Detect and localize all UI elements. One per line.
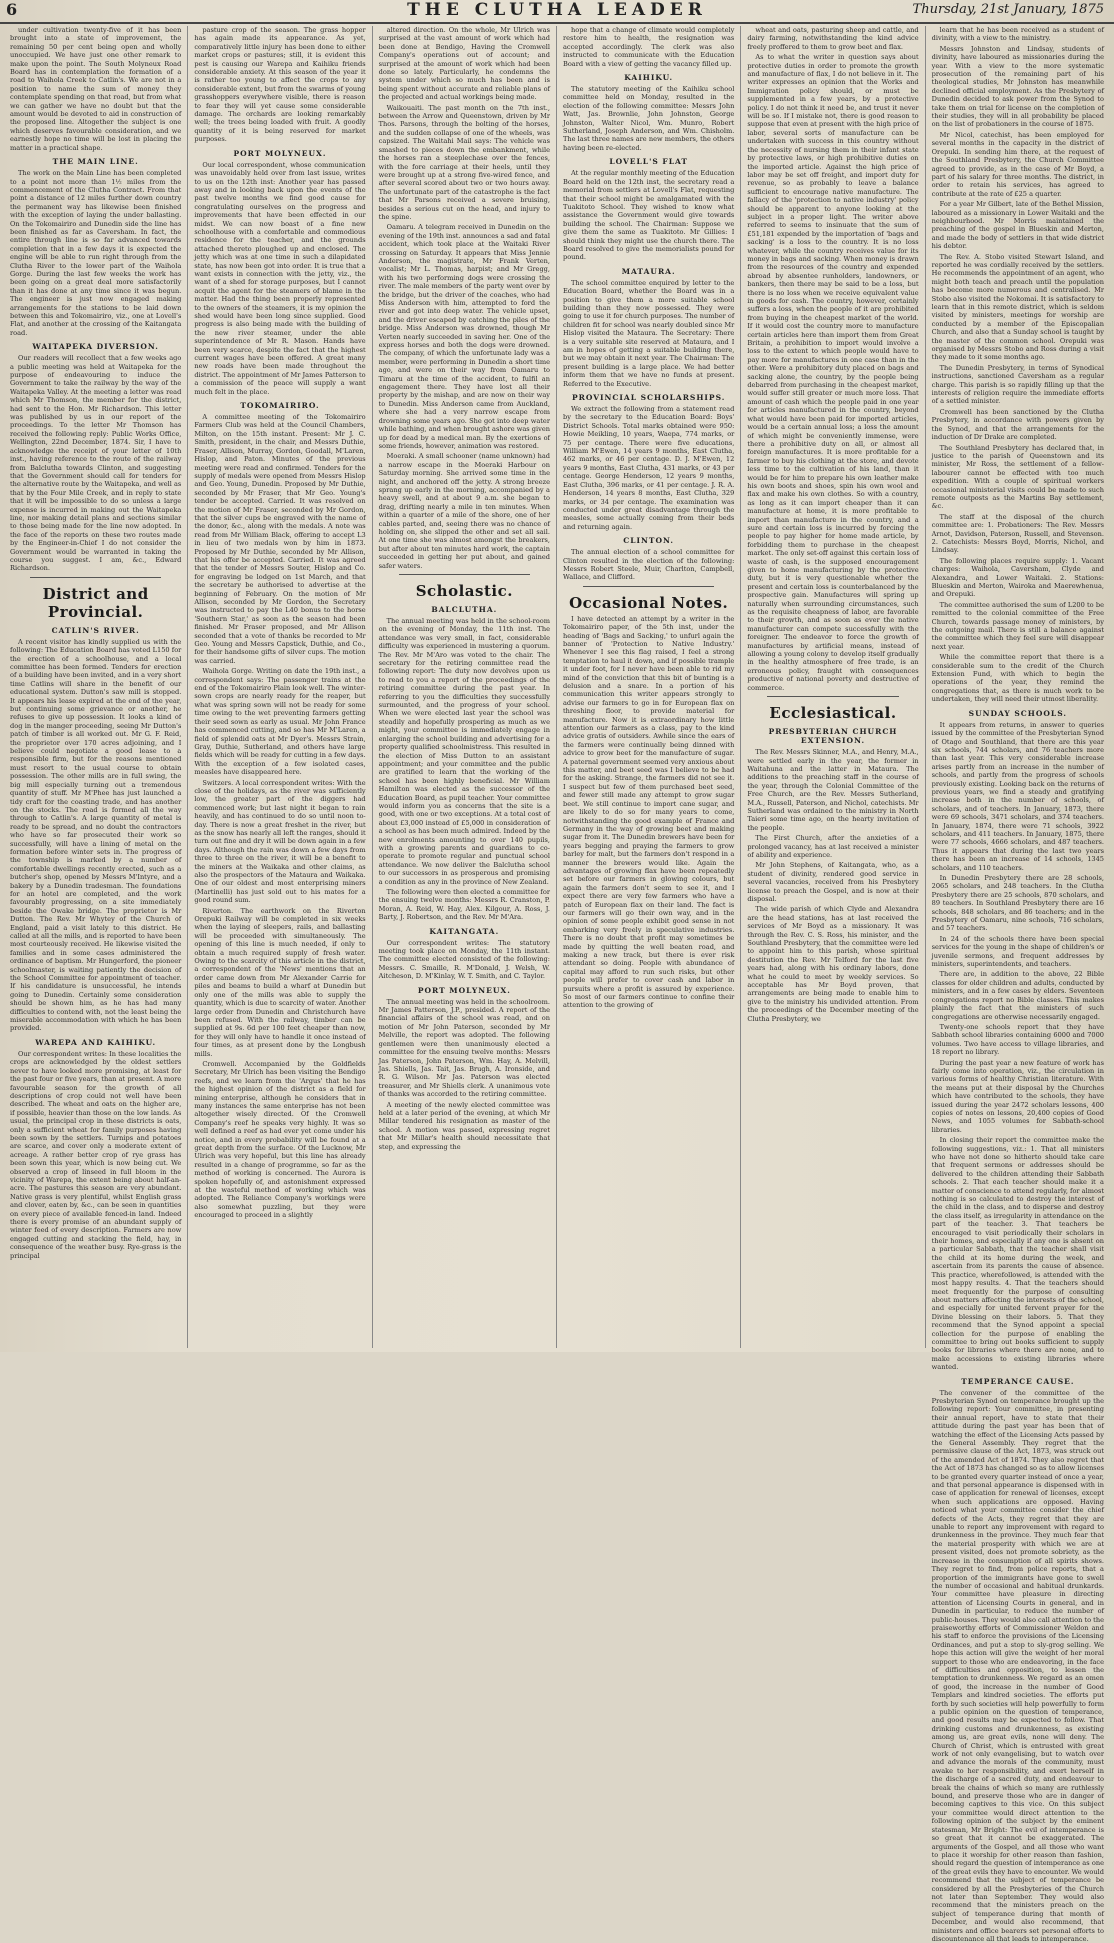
article-paragraph: Oamaru. A telegram received in Dunedin on the evening of the 19th inst. announces a sad and fatal accident, which took place at the Waitaki River crossing on Saturday. It appears that Miss Jennie Anderson, the magistrate, Mr Frank Verten, vocalist; Mr L. Thomas, harpist; and Mr Gregg, with his two performing dogs were crossing the river. The male members of the party went over by the bridge, but the driver of the coaches, who had Miss Anderson with him, attempted to ford the river and got into deep water. The vehicle upset, and the driver escaped by catching the piles of the bridge. Miss Anderson was drowned, though Mr Verten nearly succeeded in saving her. One of the express horses and both the dogs were drowned. The company, of which the unfortunate lady was a member, were performing in Dunedin a short time ago, and were on their way from Oamaru to Timaru at the time of the accident, to fulfil an engagement there. They have lost all their property by the mishap, and are now on their way to Dunedin. Miss Anderson came from Auckland, where she had a very narrow escape from drowning some years ago. She got into deep water while bathing, and when brought ashore was given up for dead by a medical man. By the exertions of some friends, however, animation was restored. xyxy=(378,223,550,450)
article-paragraph: The annual election of a school committee for Clinton resulted in the election of the following: Messrs Robert Steele, Muir, Charlton, Campbell, Wallace, and Clifford. xyxy=(562,548,735,582)
article-paragraph: The staff at the disposal of the church committee are: 1. Probationers: The Rev. Messrs Arnot, Davidson, Paterson, Russell, and Stevenson. 2. Catechists: Messrs Boyd, Morris, Nichol, and Lindsay. xyxy=(931,512,1104,555)
article-paragraph: Cromwell has been sanctioned by the Clutha Presbytery, in accordance with powers given by the Synod, and that the arrangements for the induction of Dr Drake are completed. xyxy=(931,407,1104,442)
article-paragraph: While the committee report that there is a considerable sum to the credit of the Church Extension Fund, with which to begin the operations of the year, they remind the congregations that, as there is much work to be undertaken, they will need their utmost liberality. xyxy=(931,653,1104,704)
article-paragraph: There are, in addition to the above, 22 Bible classes for older children and adults, conducted by ministers, and in a few cases by elders. Seventeen congregations report no Bible classes. This makes plainly the fact that the ministers of such congregations are otherwise necessarily engaged. xyxy=(931,970,1104,1021)
section-heading: Occasional Notes. xyxy=(569,593,729,612)
sub-heading: TOKOMAIRIRO. xyxy=(240,401,320,411)
section-heading: Scholastic. xyxy=(415,582,513,600)
sub-heading: LOVELL'S FLAT xyxy=(609,157,688,167)
article-paragraph: A committee meeting of the Tokomairiro Farmers Club was held at the Council Chambers, Milton, on the 15th instant. Present: Mr J. C. Smith, president, in the chair, and Messrs Duthie, Fraser, Allison, Murray, Gordon, Goodall, M'Laren, Hislop, and Paton. Minutes of the previous meeting were read and confirmed. Tenders for the supply of medals were opened from Messrs Hislop and Geo. Young, Dunedin. Proposed by Mr Duthie, seconded by Mr Fraser, that Mr Geo. Young's tender be accepted. Carried. It was resolved on the motion of Mr Fraser, seconded by Mr Gordon, that the silver cups be engraved with the name of the donor, &c., along with the medals. A note was read from Mr William Black, offering to accept L3 in lieu of two medals won by him in 1873. Proposed by Mr Duthie, seconded by Mr Allison, that his offer be accepted. Carried. It was agreed that the tender of Messrs Souter, Hislop and Co. for engraving be lodged on 1st March, and that the secretary be authorised to advertise at the beginning of February. On the motion of Mr Allison, seconded by Mr Gordon, the Secretary was instructed to pay the L40 bonus to the horse 'Southern Star,' as soon as the season had been finished. Mr Fraser proposed, and Mr Allison seconded that a vote of thanks be recorded to Mr Geo. Young and Messrs Capstick, Duthie, and Co., for their handsome gifts of silver cups. The motion was carried. xyxy=(194,413,366,665)
sub-heading: CATLIN'S RIVER. xyxy=(51,625,140,635)
column-1 xyxy=(4,26,188,1348)
sub-heading: KAITANGATA. xyxy=(429,926,500,936)
article-paragraph: In Dunedin Presbytery there are 28 schools, 2065 scholars, and 248 teachers. In the Clutha Presbytery there are 25 schools, 870 scholars, and 89 teachers. In Southland Presbytery there are 16 schools, 848 scholars, and 86 teachers; and in the Presbytery of Oamaru, nine schools, 716 scholars, and 57 teachers. xyxy=(931,874,1104,933)
article-paragraph: The annual meeting was held in the schoolroom. Mr James Patterson, J.P., presided. A report of the financial affairs of the school was read, and on motion of Mr John Paterson, seconded by Mr Melville, the report was adopted. The following gentlemen were then unanimously elected a committee for the ensuing twelve months: Messrs Jas Paterson, John Paterson, Wm. Hay, A. Melvill, Jas. Shiells, Jas. Tait, Jas. Brugh, A. Ironside, and R. G. Wilson. Mr Jas. Paterson was elected treasurer, and Mr Shiells clerk. A unanimous vote of thanks was accorded to the retiring committee. xyxy=(378,997,550,1099)
article-paragraph: Our correspondent writes: In these localities the crops are acknowledged by the oldest settlers never to have looked more promising, at least for the past four or five years, than at present. A more favourable season for the growth of all descriptions of crop could not well have been described. The wheat and oats on the higher are, if possible, heavier than those on the low lands. As usual, the principal crop in these districts is oats, only a sufficient wheat for family purposes having been sown by the settlers. Turnips and potatoes are scarce, and cover only a moderate extent of acreage. A rather better crop of rye grass has been sown this year, which is now being cut. We observed a crop of linseed in full bloom in the vicinity of Warepa, the extent being about half-an-acre. The pastures this season are very abundant. Native grass is very plentiful, whilst English grass and clover, eaten by, &c., can be seen in quantities on every piece of available fenced-in land. Indeed there is every promise of an abundant supply of winter feed of every description. Farmers are now engaged cutting and stacking the field, hay, in consequence of the weather busy. Rye-grass is the principal xyxy=(10,1049,182,1260)
article-paragraph: It appears from returns, in answer to queries issued by the committee of the Presbyterian Synod of Otago and Southland, that there are this year six schools, 744 scholars, and 76 teachers more than last year. This very considerable increase arises partly from an increase in the number of schools, and partly from the progress of schools previously existing. Looking back on the returns of previous years, we find a steady and gratifying increase both in the number of schools, of scholars, and of teachers. In January, 1873, there were 69 schools, 3471 scholars, and 374 teachers. In January, 1874, there were 71 schools, 3922 scholars, and 411 teachers. In January, 1875, there were 77 schools, 4666 scholars, and 487 teachers. Thus it appears that during the last two years there has been an increase of 14 schools, 1345 scholars, and 110 teachers. xyxy=(931,720,1104,872)
issue-date: Thursday, 21st January, 1875 xyxy=(912,2,1104,17)
article-paragraph: A meeting of the newly elected committee was held at a later period of the evening, at which Mr Millar tendered his resignation as master of the school. A motion was passed, expressing regret that Mr Millar's health should necessitate that step, and expressing the xyxy=(378,1100,550,1151)
sub-heading: PORT MOLYNEUX. xyxy=(417,985,511,995)
sub-heading: PRESBYTERIAN CHURCH EXTENSION. xyxy=(768,727,898,746)
sub-heading: PROVINCIAL SCHOLARSHIPS. xyxy=(571,393,726,403)
column-5 xyxy=(741,26,925,1348)
article-paragraph: The school committee enquired by letter to the Education Board, whether the Board was in a position to give them a more suitable school building than they now possessed. They were going to use it for church purposes. The number of children fit for school was nearly doubled since Mr Hislop visited the Mataura. The Secretary: There is a very suitable site reserved at Mataura, and I am in hopes of getting a suitable building there, but we may obtain it next year. The Chairman: The present building is a large place. We had better inform them that we have no funds at present. Referred to the Executive. xyxy=(562,278,735,388)
sub-heading: SUNDAY SCHOOLS. xyxy=(968,708,1067,718)
column-2 xyxy=(188,26,372,1348)
article-paragraph: wheat and oats, pasturing sheep and cattle, and dairy farming, notwithstanding the kind advice freely proffered to them to grow beet and flax. xyxy=(747,26,919,51)
article-paragraph: learn that he has been received as a student of divinity, with a view to the ministry. xyxy=(931,26,1104,43)
masthead xyxy=(0,0,1114,24)
article-paragraph: Our readers will recollect that a few weeks ago a public meeting was held at Waitapeka for the purpose of endeavouring to induce the Government to take the railway by the way of the Waitapeka Valley. At the meeting a letter was read which Mr Thomson, the member for the district, had sent to the Hon. Mr Richardson. This letter was published by us in our report of the proceedings. To the letter Mr Thomson has received the following reply: Public Works Office, Wellington, 22nd December, 1874. Sir, I have to acknowledge the receipt of your letter of 10th inst., having reference to the route of the railway from Balclutha towards Clinton, and suggesting that the Government should call for tenders for the alternative route by the Waitapeka, and well as that by the Four Mile Creek, and in reply to state that it will be impossible to do so unless a large expense is incurred in making out the Waitapeka line, nor making detail plans and sections similar to those being made for the line now adopted. In the face of the reports on these two routes made by the Engineer-in-Chief I do not consider the Government would be warranted in taking the course you suggest. I am, &c., Edward Richardson. xyxy=(10,354,182,573)
article-paragraph: Twenty-one schools report that they have Sabbath school libraries containing 6000 and 7000 volumes. Two have access to village libraries, and 18 report no library. xyxy=(931,1022,1104,1057)
heading-rule xyxy=(30,577,161,578)
sub-heading: BALCLUTHA. xyxy=(431,605,498,614)
newspaper-title: THE CLUTHA LEADER xyxy=(407,0,707,20)
heading-rule xyxy=(583,586,714,587)
article-paragraph: The annual meeting was held in the school-room on the evening of Monday, the 11th inst. The attendance was very small, in fact, considerable difficulty was experienced in mustering a quorum. The Rev. Mr M'Aro was voted to the chair. The secretary for the retiring committee read the following report: The duty now devolves upon us to read to you a report of the proceedings of the retiring committee during the past year. In referring to you the difficulties they successfully surmounted, and the progress of your school. When we were elected last year the school was steadily and hopefully prospering as much as we might, your committee is immediately engage in enlarging the school building and advertising for a property qualified schoolmistress. This resulted in the election of Miss Dutton to an assistant appointment; and your committee and the public are gratified to learn that the working of the school has been highly beneficial. Mr William Hamilton was elected as the successor of the Education Board, as pupil teacher. Your committee would inform you as concerns that the site is a good, with one or two exceptions. At a total cost of about £3,000 instead of £5,000 in consideration of a school as has been much admired. Indeed by the new enrolments amounting to over 140 pupils, with a growing parents and guardians to co-operate to promote regular and punctual school attendance. We now deliver the Balclutha school to our successors in as prosperous and promising a condition as any in the province of New Zealand. xyxy=(378,617,550,886)
section-heading: District and Provincial. xyxy=(42,584,149,621)
article-paragraph: hope that a change of climate would completely restore him to health, the resignation was accepted accordingly. The clerk was also instructed to communicate with the Education Board with a view of getting the vacancy filled up. xyxy=(562,26,735,68)
section-heading: Ecclesiastical. xyxy=(769,704,897,723)
article-paragraph: The statutory meeting of the Kaihiku school committee held on Monday, resulted in the election of the following committee: Messrs John Watt, Jas. Brownlie, John Johnston, George Johnston, Walter Nicol, Wm. Munro, Robert Sutherland, Joseph Anderson, and Wm. Chisholm. The last three names are new members, the others having been re-elected. xyxy=(562,85,735,152)
article-paragraph: The First Church, after the anxieties of a prolonged vacancy, has at last received a minister of ability and experience. xyxy=(747,834,919,859)
sub-heading: THE MAIN LINE. xyxy=(52,157,139,167)
article-paragraph: As to what the writer in question says about protective duties in order to promote the growth and manufacture of flax, I do not believe in it. The writer expresses an opinion that the Works and Immigration policy should, or must be supplemented in a few years, by a protective policy. I do not think it need be, and trust it never will be so. If I mistake not, there is good reason to suppose that even at present with the high price of labor, several sorts of manufacture can be undertaken with success in this country without the necessity of nursing them in their infant state by protective laws, or high prohibitive duties on the imported article. Against the high price of labor may be set off freight, and import duty for revenue, so as probably to leave a balance sufficient to encourage native manufacture. The fallacy of the 'protection to native industry' policy should be apparent to anyone looking at the subject in a proper light. The writer above referred to seems to insinuate that the sum of £51,181 expended by the importation of 'bags and sacking' is a loss to the country. It is no loss whatever, while the country receives value for its money in bags and sacking. When money is drawn from the resources of the country and expended abroad by absentee runholders, landowners, or bankers, then there may be said to be a loss, but there is no loss when we receive equivalent value in goods for cash. The country, however, certainly suffers a loss, when the people of it are prohibited from buying in the cheapest market of the world. If it would cost the country more to manufacture certain articles here than import them from Great Britain, a prohibition to import would involve a loss to the extent to which people would have to pay more for manufactures in one case than in the other. Were a prohibitory duty placed on bags and sacking alone, the country, by the people being debarred from purchasing in the cheapest market, would suffer still greater or much more loss. That amount of cash which the people paid in one year for articles manufactured in the country, beyond what would have been paid for imported articles, would be a certain annual loss; a loss the amount of which might be conveniently immense, were there a prohibitive duty on all, or almost all foreign manufactures. It is more profitable for a farmer to buy his clothing at the store, and devote less time to the cultivation of his land, than it would be for him to prepare his own leather make his own boots and shoes, spin his own wool and flax and make his own clothes. So with a country, as long as it can import cheaper than it can manufacture at home, it is more profitable to import than manufacture in the country, and a sure and certain loss is incurred by forcing the people to pay higher for home made article, by forbidding them to purchase in the cheapest market. The only set-off against this certain loss of waste of cash, is the supposed encouragement given to home manufacturing by the protective duty, but it is very questionable whether the present and certain loss is counterbalanced by the prospective gain. Manufactures will spring up naturally when surrounding circumstances, such as the requisite cheapness of labor, are favorable to their growth, and as soon as ever the native manufacturer can compete successfully with the foreigner. The endeavor to force the growth of manufactures by artificial means, instead of allowing a young colony to develop itself gradually in the healthy atmosphere of free trade, is an erroneous policy, fraught with consequences productive of national poverty and destructive of commerce. xyxy=(747,53,919,692)
article-paragraph: In closing their report the committee make the following suggestions, viz.: 1. That all ministers who have not done so hitherto should take care that frequent sermons or addresses should be delivered to the children attending their Sabbath schools. 2. That each teacher should make it a matter of conscience to attend regularly, for almost nothing is so calculated to destroy the interest of the child in the class, and to disperse and destroy the class itself, as irregularity in attendance on the part of the teacher. 3. That teachers be encouraged to visit periodically their scholars in their homes, and especially if any one is absent on a particular Sabbath, that the teacher shall visit the child at its home during the week, and ascertain from its parents the cause of absence. This practice, wherefollowed, is attended with the most happy results. 4. That the teachers should meet frequently for the purpose of consulting about matters affecting the interests of the school, and especially for united fervent prayer for the Divine blessing on their labors. 5. That they recommend that the Synod appoint a special collection for the purpose of enabling the committee to bring out books sufficient to supply books for libraries where there are none, and to make accessions to existing libraries where wanted. xyxy=(931,1136,1104,1372)
column-6 xyxy=(926,26,1110,1943)
sub-heading: CLINTON. xyxy=(623,536,675,546)
sub-heading: WAITAPEKA DIVERSION. xyxy=(32,342,159,352)
heading-rule xyxy=(399,574,530,575)
article-paragraph: At the regular monthly meeting of the Education Board held on the 12th inst, the secretary read a memorial from settlers at Lovell's Flat, requesting that their school might be amalgamated with the Tuakitoto School. They wished to know what assistance the Government would give towards building the school. The Chairman: Suppose we give them the same as Tuakitoto. Mr Gillies: I should think they might use the church there. The Board resolved to give the memorialists pound for pound. xyxy=(562,169,735,262)
article-paragraph: Moeraki. A small schooner (name unknown) had a narrow escape in the Moeraki Harbour on Saturday morning. She arrived some time in the night, and anchored off the jetty. A strong breeze sprang up early in the morning, accompanied by a heavy swell, and at about 9 a.m. she began to drag, drifting nearly a mile in ten minutes. When within a quarter of a mile of the shore, one of her cables parted, and, seeing there was no chance of holding on, she slipped the other and set all sail. At one time she was almost amongst the breakers, but after about ten minutes hard work, the captain succeeded in getting her put about, and gained safer waters. xyxy=(378,452,550,570)
sub-heading: KAIHIKU. xyxy=(624,73,674,83)
article-paragraph: The Rev. Messrs Skinner, M.A., and Henry, M.A., were settled early in the year, the former in Waitahuna and the latter in Mataura. The additions to the preaching staff in the course of the year, through the Colonial Committee of the Free Church, are the Rev. Messrs Sutherland, M.A., Russell, Paterson, and Nichol, catechists. Mr Sutherland was ordained to the ministry in North Taieri some time ago, on the hearty invitation of the people. xyxy=(747,748,919,832)
article-paragraph: Riverton. The earthwork on the Riverton Orepuki Railway will be completed in six weeks when the laying of sleepers, rails, and ballasting will be proceeded with simultaneously. The opening of this line is much needed, if only to obtain a much required supply of fresh water. Owing to the scarcity of this article in the district, a correspondent of the 'News' mentions that an order came down from Mr Alexander Carrie for piles and beams to build a wharf at Dunedin but only one of the mills was able to supply the quantity, which is due to scarcity of water. Another large order from Dunedin and Christchurch have been refused. With the railway, timber can be supplied at 9s. 6d per 100 feet cheaper than now, for they will only have to handle it once instead of four times, as at present done by the Longbush mills. xyxy=(194,906,366,1058)
column-4 xyxy=(557,26,741,1348)
article-paragraph: pasture crop of the season. The grass hopper has again made its appearance. As yet, comparatively little injury has been done to either market crops or pastures; still, it is evident this pest is causing our Warepa and Kaihiku friends considerable anxiety. At this season of the year it is rather too young to affect the crops to any considerable extent, but from the swarms of young grasshoppers everywhere visible, there is reason to fear they will yet cause some considerable damage. The orchards are looking remarkably well; the trees being loaded with fruit. A goodly quantity of it is being reserved for market purposes. xyxy=(194,26,366,144)
column-3 xyxy=(373,26,557,1348)
sub-heading: WAREPA AND KAIHIKU. xyxy=(35,1037,157,1047)
article-paragraph: The following places require supply: 1. Vacant charges: Waihola, Caversham, Clyde and Alexandra, and Lower Waitaki. 2. Stations: Blueskin and Merton, Wairoka and Maerewhenua, and Orepuki. xyxy=(931,556,1104,599)
sub-heading: MATAURA. xyxy=(621,266,676,276)
article-paragraph: Our correspondent writes: The statutory meeting took place on Monday, the 11th instant. The committee elected consisted of the following: Messrs. C. Smaille, R. M'Donald, J. Welsh, W. Aitcheson, D. M'Kinlay, W. T. Smith, and C. Taylor. xyxy=(378,938,550,981)
article-paragraph: Waikouaiti. The past month on the 7th inst., between the Arrow and Queenstown, driven by Mr Thos. Parsons, through the bolting of the horses, and the sudden collapse of one of the wheels, was capsized. The Waitahi Mail says: The vehicle was smashed to pieces down the embankment, while the horses ran a steeplechase over the fences, with the fore carriage at their heels, until they were brought up at a strong five-wired fence, and after several scored about two or two hours away. The unfortunate part of the catastrophe is the fact that Mr Parsons received a severe bruising, besides a serious cut on the head, and injury to the spine. xyxy=(378,103,550,221)
article-paragraph: The Rev. A. Stobo visited Stewart Island, and reported he was cordially received by the settlers. He recommends the appointment of an agent, who might both teach and preach until the population has become more numerous and centralised. Mr Stobo also visited the Nokomai. It is satisfactory to learn that in this remote district, which is seldom visited by ministers, meetings for worship are conducted by a member of the Episcopalian Church, and also that a Sunday school is taught by the master of the common school. Orepuki was organised by Messrs Stobo and Ross during a visit they made to it some months ago. xyxy=(931,252,1104,362)
article-paragraph: Messrs Johnston and Lindsay, students of divinity, have laboured as missionaries during the year. With a view to the more systematic prosecution of the remaining part of his theological studies, Mr Johnston has meanwhile declined official employment. As the Presbytery of Dunedin decided to ask power from the Synod to take them on trial for license on the completion of their studies, they will in all probability be placed on the list of probationers in the course of 1875. xyxy=(931,44,1104,129)
columns-container xyxy=(4,26,1110,1943)
article-paragraph: I have detected an attempt by a writer in the Tokomairiro paper, of the 5th inst, under the heading of 'Bags and Sacking,' to unfurl again the banner of 'Protection to Native Industry.' Whenever I see this flag raised, I feel a strong temptation to haul it down, and if possible trample it under foot, for I never have been able to rid my mind of the conviction that this bit of bunting is a delusion and a snare. In a portion of his communication this writer appears strongly to advise our farmers to go in for European flax on threshing floor, to provide material for manufacture. Now it is extraordinary how little attention our farmers as a class, pay to the kind advice gratis of outsiders. Awhile since the ears of the farmers were continually being dinned with advice to grow beet for the manufacture of sugar. A paternal government seemed very anxious about this matter, and beet seed was I believe to be had for the asking. Strange, the farmers did not see it. I suspect but few of them purchased beet seed, and fewer still made any attempt to grow sugar beet. We still continue to import cane sugar, and are likely to do so for many years to come, notwithstanding the good example of France and Germany in the way of growing beet and making sugar from it. The Dunedin brewers have been for years begging and praying the farmers to grow barley for malt, but the farmers don't respond in a manner the brewers would like. Again the advantages of growing flax have been repeatedly set before our farmers in glowing colours, but again the farmers don't seem to see it, and I expect there are very few farmers who have a patch of European flax on their land. The fact is our farmers will go their own way, and in the opinion of some people exhibit good sense in not embarking very freely in speculative industries. There is no doubt that profit may sometimes be made by quitting the well beaten road, and making a new track, but there is ever risk attendant so doing. People with abundance of capital may afford to run such risks, but other people will prefer to cover cash and labor in pursuits where a profit is assured by experience. So most of our farmers continue to confine their attention to the growing of xyxy=(562,614,735,1010)
article-paragraph: Mr Nicol, catechist, has been employed for several months in the capacity in the district of Orepuki. In sending him there, at the request of the Southland Presbytery, the Church Committee agreed to provide, as in the case of Mr Boyd, a part of his salary for three months. The district, in order to retain his services, has agreed to contribute at the rate of £25 a quarter. xyxy=(931,130,1104,198)
article-paragraph: The wide parish of which Clyde and Alexandra are the head stations, has at last received the services of Mr Boyd as a missionary. It was through the Rev. C. S. Ross, his minister, and the Southland Presbytery, that the committee were led to appoint him to this parish, whose spiritual destitution the Rev. Mr Telford for the last five years had, along with his ordinary labors, done what he could to meet by weekly services. So acceptable has Mr Boyd proven, that arrangements are being made to enable him to give to the ministry his undivided attention. From the proceedings of the December meeting of the Clutha Presbytery, we xyxy=(747,905,919,1023)
sub-heading: PORT MOLYNEUX. xyxy=(233,148,327,158)
article-paragraph: The Dunedin Presbytery, in terms of Synodical instructions, sanctioned Caversham as a regular charge. This parish is so rapidly filling up that the interests of religion require the immediate efforts of a settled minister. xyxy=(931,363,1104,406)
article-paragraph: In 24 of the schools there have been special services for the young in the shape of children's or juvenile sermons, and frequent addresses by ministers, superintendents, and teachers. xyxy=(931,934,1104,969)
article-paragraph: Mr John Stephens, of Kaitangata, who, as a student of divinity, rendered good service in several vacancies, received from his Presbytery license to preach the Gospel, and is now at their disposal. xyxy=(747,861,919,903)
article-paragraph: Cromwell. Accompanied by the Goldfields Secretary, Mr Ulrich has been visiting the Bendigo reefs, and we learn from the 'Argus' that he has the highest opinion of the district as a field for mining enterprise, although he considers that in many instances the same enterprise has not been altogether wisely directed. Of the Cromwell Company's reef he speaks very highly. It was so well defined a reef as had ever yet come under his notice, and in every probability will be found at a great depth from the surface. Of the Lucknow, Mr Ulrich was very hopeful, but this line has already resulted in a change of programme, so far as the method of working is concerned. The Aurora is spoken hopefully of, and astonishment expressed at the wasteful method of working which was adopted. The Reliance Company's workings were also somewhat puzzling, but they were encouraged to proceed in a slightly xyxy=(194,1059,366,1220)
article-paragraph: The Southland Presbytery has declared that, in justice to the parish of Queenstown and its minister, Mr Ross, the settlement of a fellow-labourer cannot be effected with too much expedition. With a couple of spiritual workers occasional ministerial visits could be made to such remote outposts as the Martins Bay settlement, &c. xyxy=(931,443,1104,511)
article-paragraph: During the past year a new feature of work has fairly come into operation, viz., the circulation in various forms of healthy Christian literature. With the means put at their disposal by the Churches which have contributed to the schools, they have issued during the year 2472 scholars lessons, 400 copies of notes on lessons, 20,400 copies of Good News, and 1055 volumes for Sabbath-school libraries. xyxy=(931,1058,1104,1134)
article-paragraph: A recent visitor has kindly supplied us with the following: The Education Board has voted L150 for the erection of a schoolhouse, and a local committee has been formed. Tenders for erection of a building have been invited, and in a very short time Catlins will share in the benefit of our educational system. Dutton's saw mill is stopped. It appears his lease expired at the end of the year, but continuing some grievance or another, he refuses to give up possession. It looks a kind of dog in the manger proceeding, seeing Mr Dutton's patch of timber is all worked out. Mr G. F. Reid, the proprietor over 170 acres adjoining, and I believe could negotiate a good lease to a responsible firm, but for the reasons mentioned must resort to the usual course to obtain possession. The other mills are in full swing, the big mill especially turning out a tremendous quantity of stuff. Mr M'Phee has just launched a tidy craft for the coasting trade, and has another on the stocks. The road is formed all the way through to Catlin's. A large quantity of metal is ready to be spread, and no doubt the contractors who have so far prosecuted their work so successfully, will have a lining of metal on the formation before winter sets in. The progress of the township is marked by a number of comfortable dwellings recently erected, such as a butcher's shop, opened by Messrs M'Intyre, and a bakery by a Dunedin tradesman. The foundations for an hotel are completed, and the work favourably progressing, on a site immediately beside the Owake bridge. The proprietor is Mr Dutton. The Rev. Mr Whytey of the Church of England, paid a visit lately to this district. He called at all the mills, and is reported to have been most courteously received. He likewise visited the families and in some cases administered the ordinance of baptism. Mr Hungerford, the pioneer schoolmaster, is waiting patiently the decision of the School Committee for appointment of teacher. If his candidature is unsuccessful, he intends going to Dunedin. Certainly some consideration should be shown him, as he has had many difficulties to contend with, not the least being the miserable accommodation with which he has been provided. xyxy=(10,637,182,1033)
article-paragraph: The following were then elected a committee for the ensuing twelve months: Messrs R. Cranston, P. Moran, A. Reid, W. Hay, Alex. Kilgour, A. Ross, J. Barty, J. Robertson, and the Rev. Mr M'Ara. xyxy=(378,888,550,922)
article-paragraph: under cultivation twenty-five of it has been brought into a state of improvement, the remaining 50 per cent being open and wholly unoccupied. We have just one other remark to make upon the point. The South Molyneux Road Board has in contemplation the formation of a road to Waihola Creek to Catlin's. We are not in a position to name the sum of money they contemplate spending on that road, but from what we can gather we have no doubt but that the amount would be devoted to aid in construction of the proposed line. Altogether the subject is one which deserves favourable consideration, and we earnestly hope no time will be lost in placing the matter in a practical shape. xyxy=(10,26,182,152)
article-paragraph: Waihola Gorge. Writing on date the 19th inst., a correspondent says: The passenger trains at the end of the Tokomairiro Plain look well. The winter-sown crops are nearly ready for the reaper, but what was spring sown will not be ready for some time owing to the wet preventing farmers getting their seed sown as early as usual. Mr John France has commenced cutting, and so has Mr M'Laren, a field of splendid oats at Mr Dyer's. Messrs Strain, Gray, Duthie, Sutherland, and others have large fields which will be ready for cutting in a few days. With the exception of a few isolated cases, measles have disappeared here. xyxy=(194,667,366,777)
article-paragraph: altered direction. On the whole, Mr Ulrich was surprised at the vast amount of work which had been done at Bendigo, Having the Cromwell Company's operations out of account; and surprised at the amount of work which had been done so lately. Particularly, he condemns the system under which so much has been and is being spent without accurate and reliable plans of the projected and actual workings being made. xyxy=(378,26,550,102)
article-paragraph: For a year Mr Gilbert, late of the Bethel Mission, laboured as a missionary in Lower Waitaki and the neighbourhood. Mr Morris maintained the preaching of the gospel in Blueskin and Merton, and made the body of settlers in that wide district his debtor. xyxy=(931,200,1104,251)
article-paragraph: We extract the following from a statement read by the secretary to the Education Board: Boys' District Schools. Total marks obtained were 950: Howie Meikling, 10 years, Waepa, 774 marks, or 75 per centage. There were five educations, William M'Ewen, 14 years 9 months, East Clutha, 462 marks, or 46 per centage. D. J. M'Ewen, 12 years 9 months, East Clutha, 431 marks, or 43 per centage. George Henderson, 12 years 9 months, East Clutha, 396 marks, or 41 per centage. J. R. A. Henderson, 14 years 8 months, East Clutha, 329 marks, or 34 per centage. The examination was conducted under great disadvantage through the measles, some actually coming from their beds and returning again. xyxy=(562,405,735,531)
article-paragraph: Our local correspondent, whose communication was unavoidably held over from last issue, writes to us on the 12th inst: Another year has passed away and in looking back upon the events of the past twelve months we find good cause for congratulating ourselves on the progress and improvements that have been effected in our midst. We can now boast of a fine new schoolhouse with a comfortable and commodious residence for the teacher, and the grounds attached thereto ploughed up and enclosed. The jetty which was at one time in such a dilapidated state, has now been got into order. It is true that a want exists in connection with the jetty, viz., the want of a shed for storage purposes, but I cannot acquit the agent for the steamers of blame in the matter. Had the thing been properly represented to the owners of the steamers, it is my opinion the shed would have been long since supplied. Good progress is also being made with the building of the new river steamer, under the able superintendence of Mr R. Mason. Hands have been very scarce, despite the fact that the highest current wages have been offered. A great many new roads have been made throughout the district. The appointment of Mr James Patterson to a commission of the peace will supply a want much felt in the place. xyxy=(194,160,366,396)
article-paragraph: The committee authorised the sum of L200 to be remitted to the colonial committee of the Free Church, towards passage money of ministers, by the outgoing mail. There is still a balance against the committee which they feel sure will disappear next year. xyxy=(931,600,1104,651)
heading-rule xyxy=(767,696,898,697)
article-paragraph: Switzers. A local correspondent writes: With the close of the holidays, as the river was sufficiently low, the greater part of the diggers had commenced work; but last night it began to rain heavily, and has continued to do so until noon to-day. There is now a great freshet in the river, but as the snow has nearly all left the ranges, should it turn out fine and dry it will be down again in a few days. Although the rain was down a few days from three to three on the river, it will be a benefit to the miners at the Waikaka and other claims, as also the prospectors of the Mataura and Waikaka. One of our oldest and most enterprising miners (Martinelli) has just sold out to his mates for a good round sum. xyxy=(194,778,366,905)
article-paragraph: The work on the Main Line has been completed to a point not more than 1½ miles from the commencement of the Clutha Contract. From that point a distance of 12 miles further down country the permanent way has likewise been finished with the exception of laying the under ballasting. On the Tokomairiro and Dunedin side the line has been finished as far as Caversham. In fact, the entire through line is so far advanced towards completion that in a few days it is expected the engine will be able to run right through from the Clutha River to the lower part of the Waihola Gorge. During the last few weeks the work has been going on a great deal more satisfactorily than it has done at any time since it was begun. The engineer is just now engaged making arrangements for the stations to be laid down between this and Tokomairiro, viz., one at Lovell's Flat, and another at the crossing of the Kaitangata road. xyxy=(10,169,182,337)
page-number: 6 xyxy=(6,0,18,19)
article-paragraph: The convener of the committee of the Presbyterian Synod on temperance brought up the following report: Your committee, in presenting their annual report, have to state that their attitude during the past year has been that of watching the effect of the Licensing Acts passed by the General Assembly. They regret that the permissive clause of the Act, 1873, was struck out of the amended Act of 1874. They also regret that the Act of 1873 has changed so as to allow licenses to be granted every quarter instead of once a year, and that personal appearance is dispensed with in case of application for renewal of licenses, except when such applications are opposed. Having noticed what your committee consider the chief defects of the Acts, they regret that they are unable to report any improvement with regard to drunkenness in the province. They much fear that the material prosperity with which we are at present visited, does not promote sobriety, as the increase in the consumption of all spirits shows. They regret to find, from police reports, that a proportion of the immigrants have gone to swell the number of occasional and habitual drunkards. Your committee have pleasure in directing attention of Licensing Courts in general, and in Dunedin in particular, to reduce the number of public-houses. They would also call attention to the praiseworthy efforts of Commissioner Weldon and his staff to enforce the provisions of the Licensing Ordinances, and put a stop to sly-grog selling. We hope this action will give the weight of her moral support to those who are endeavoring, in the face of difficulties and opposition, to lessen the temptation to drunkenness. We regard as an omen of good, the increase in the number of Good Templars and kindred societies. The efforts put forth by such societies will help powerfully to form a public opinion on the question of temperance, and good results may be expected to follow. That drinking customs and drunkenness, as existing among us, are great evils, none will deny. The Church of Christ, which is entrusted with great work of not only evangelising, but to watch over and advance the morals of the community, must awake to her responsibility, and exert herself in the discharge of a sacred duty, and endeavour to break the chains of which so many are ruthlessly bound, and preserve those who are in danger of becoming captives to this vice. On this subject your committee would direct attention to the following opinion of the subject by the eminent statesman, Mr Bright: The evil of intemperance is so great that it cannot be exaggerated. The arguments of the Gospel, and all those who want to place it worship for other reason than fashion, should regard the question of intemperance as one of the great evils they have to encounter. We would recommend that the subject of temperance be considered by all the Presbyteries of the Church not later than September. They would also recommend that the ministers preach on the subject of temperance during that month of December, and would also recommend, that ministers and office bearers set personal efforts to discountenance all that leads to intemperance. xyxy=(931,1388,1104,1943)
sub-heading: TEMPERANCE CAUSE. xyxy=(961,1376,1075,1386)
